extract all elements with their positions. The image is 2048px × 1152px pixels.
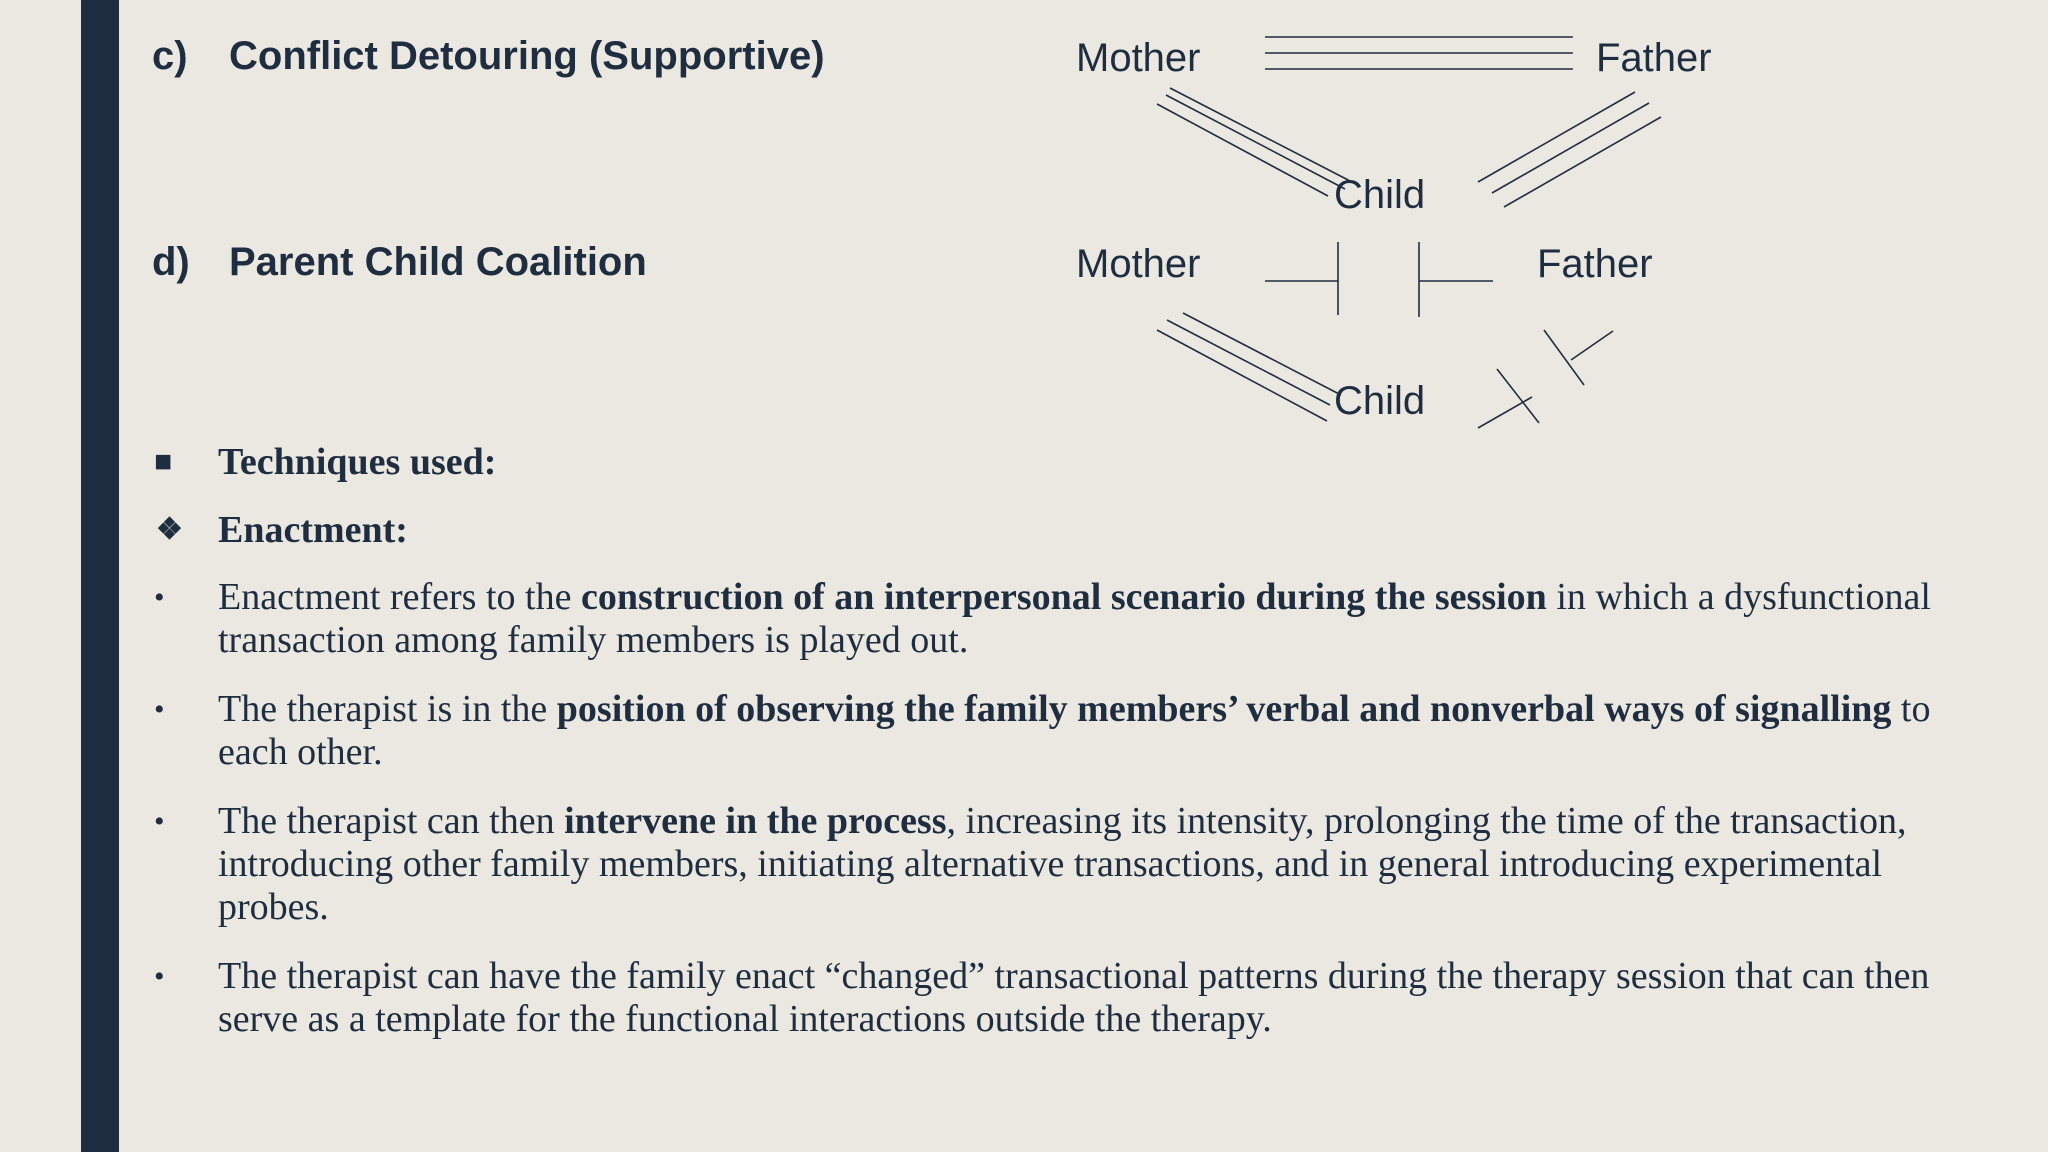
square-bullet-icon: ■ [154,445,173,478]
techniques-heading [152,440,2002,484]
section-d-letter: d) [152,240,190,284]
bullet-text-bold: construction of an interpersonal scenario during the session [580,576,1547,618]
bullet-text-post: , increasing its intensity, prolonging the time of the transaction, introducing other family members, initiating alternative transactions, and in general introducing experimental probes. [218,800,1907,928]
section-d-title: Parent Child Coalition [229,240,647,284]
bullet-text-pre: The therapist can have the family enact “changed” transactional patterns during the therapy session that can then serve as a template for the functional interactions outside the therapy. [218,955,1930,1040]
bullet-dot-icon: • [154,960,165,993]
c-mother-father-link [1265,37,1573,69]
d-mother-father-conflict [1265,242,1493,317]
bullet-text-pre: Enactment refers to the [218,576,581,618]
d-mother-node: Mother [1076,242,1201,286]
d-child-node: Child [1334,379,1426,423]
bullet-text-pre: The therapist is in the [218,688,557,730]
d-father-child-conflict [1478,330,1613,428]
c-mother-child-link [1157,88,1352,196]
bullet-text-pre: The therapist can then [218,800,565,842]
c-father-child-link [1478,92,1661,207]
bullet-item [152,955,2002,1041]
techniques-label: Techniques used: [218,441,497,483]
c-father-node: Father [1596,36,1712,80]
d-mother-child-coalition [1157,313,1341,421]
enactment-heading [152,508,2002,552]
d-father-node: Father [1537,242,1653,286]
bullet-dot-icon: • [154,581,165,614]
bullet-text-bold: intervene in the process [564,800,947,842]
section-c-letter: c) [152,34,188,78]
bullet-text-post: in which a dysfunctional transaction among family members is played out. [218,576,1931,661]
bullet-item [152,688,2002,774]
bullet-dot-icon: • [154,693,165,726]
c-child-node: Child [1334,173,1426,217]
bullet-text-bold: position of observing the family members’ verbal and nonverbal ways of signalling [556,688,1892,730]
c-mother-node: Mother [1076,36,1201,80]
bullet-item [152,800,2002,929]
enactment-label: Enactment: [218,509,408,551]
bullet-item [152,576,2002,662]
diamond-bullet-icon: ❖ [156,513,183,546]
section-c-title: Conflict Detouring (Supportive) [229,34,825,78]
bullet-text-post: to each other. [218,688,1931,773]
techniques-section [152,440,2002,1067]
bullet-dot-icon: • [154,805,165,838]
